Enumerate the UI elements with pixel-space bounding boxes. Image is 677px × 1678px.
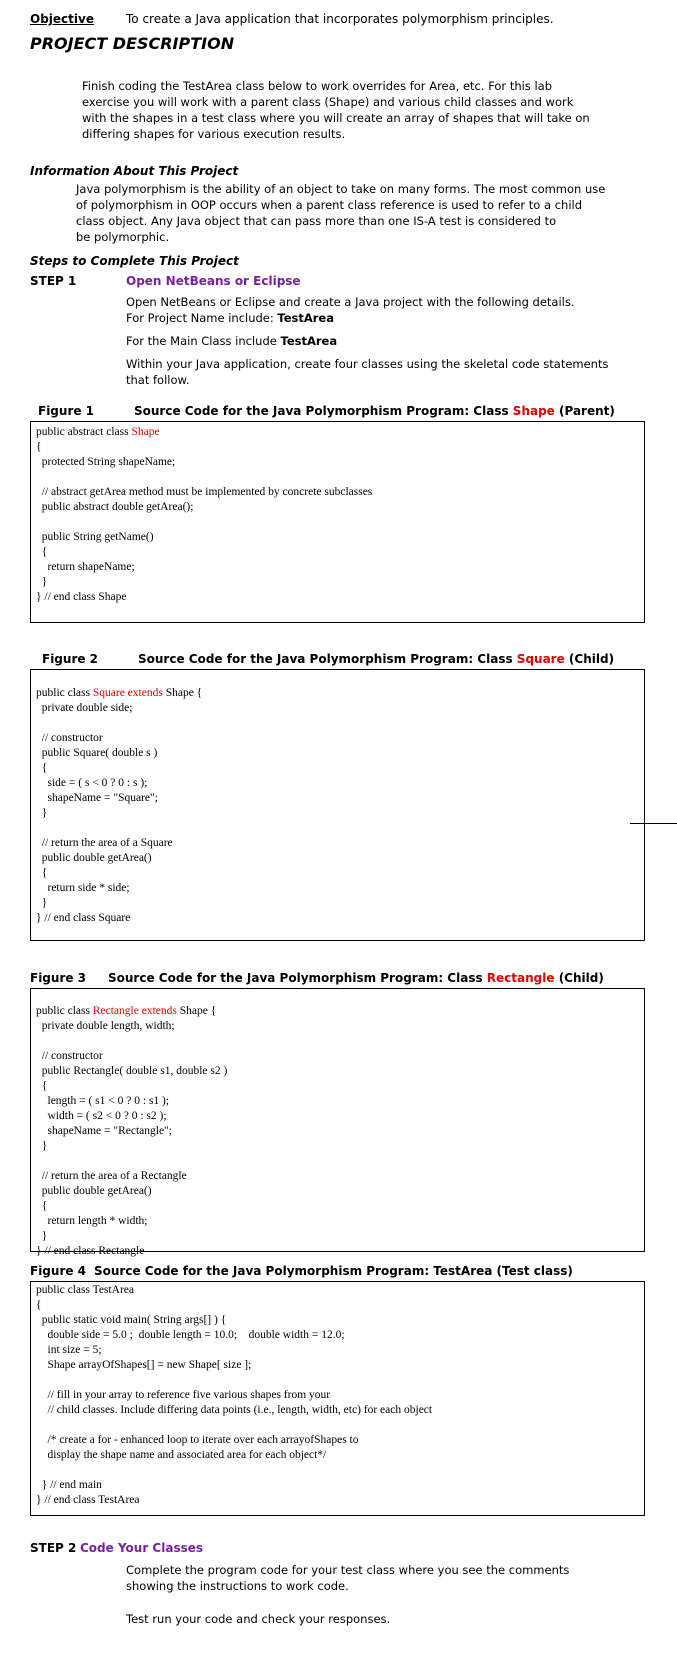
figure3-label: Figure 3 xyxy=(30,971,87,985)
step1-label: STEP 1 xyxy=(30,274,77,288)
figure3-title: Source Code for the Java Polymorphism Program: Class Rectangle (Child) xyxy=(108,971,604,985)
step2-text: Complete the program code for your test class where you see the comments showing the instructions to work code. xyxy=(126,1563,570,1593)
figure4-title: Source Code for the Java Polymorphism Program: TestArea (Test class) xyxy=(94,1264,573,1278)
side-rule xyxy=(630,823,677,824)
page-title: PROJECT DESCRIPTION xyxy=(30,34,235,53)
figure4-label: Figure 4 xyxy=(30,1264,87,1278)
info-paragraph: Java polymorphism is the ability of an object to take on many forms. The most common use of polymorphism in OOP occurs when a parent class reference is used to refer to a child class object. Any Java object that can pass more than one IS-A test is considered to be polymorphic. xyxy=(76,182,606,244)
step2-title: Code Your Classes xyxy=(80,1541,204,1555)
step1-title: Open NetBeans or Eclipse xyxy=(126,274,301,288)
figure1-label: Figure 1 xyxy=(38,404,95,418)
testarea-code: public class TestArea { public static void main( String args[] ) { double side = 5.0 ; double length = 10.0; double width = 12.0; int size = 5; Shape arrayOfShapes[] = new Shape[ size ]; // fill in your array to reference five various shapes from your // child classes. Include differing data points (i.e., length, width, etc) for each object /* create a for - enhanced loop to iterate over each arrayofShapes to display the shape name and associated area for each object*/ } // end main } // end class TestArea xyxy=(36,1284,433,1506)
step2-test-run: Test run your code and check your responses. xyxy=(126,1612,391,1626)
objective-label: Objective xyxy=(30,12,94,26)
figure1-title: Source Code for the Java Polymorphism Program: Class Shape (Parent) xyxy=(134,404,615,418)
steps-heading: Steps to Complete This Project xyxy=(30,254,239,268)
figure2-label: Figure 2 xyxy=(42,652,99,666)
shape-code: public abstract class Shape { protected String shapeName; // abstract getArea method must be implemented by concrete subclasses public abstract double getArea(); public String getName() { return shapeName; } } // end class Shape xyxy=(36,426,373,603)
square-code: public class Square extends Shape { private double side; // constructor public Square( double s ) { side = ( s < 0 ? 0 : s ); shapeName = "Square"; } // return the area of a Square public double getArea() { return side * side; } } // end class Square xyxy=(36,687,203,924)
objective-text: To create a Java application that incorporates polymorphism principles. xyxy=(126,12,554,26)
intro-paragraph: Finish coding the TestArea class below to work overrides for Area, etc. For this lab exercise you will work with a parent class (Shape) and various child classes and work with the shapes in a test class where you will create an array of shapes that will take on differing shapes for various execution results. xyxy=(82,79,590,141)
figure2-title: Source Code for the Java Polymorphism Program: Class Square (Child) xyxy=(138,652,615,666)
step1-main-class: For the Main Class include TestArea xyxy=(126,334,338,348)
info-heading: Information About This Project xyxy=(30,164,239,178)
step1-text: Open NetBeans or Eclipse and create a Java project with the following details. For Project Name include: TestArea xyxy=(126,295,575,325)
step1-classes: Within your Java application, create four classes using the skeletal code statements that follow. xyxy=(126,357,609,387)
rectangle-code: public class Rectangle extends Shape { private double length, width; // constructor public Rectangle( double s1, double s2 ) { length = ( s1 < 0 ? 0 : s1 ); width = ( s2 < 0 ? 0 : s2 ); shapeName = "Rectangle"; } // return the area of a Rectangle public double getArea() { return length * width; } } // end class Rectangle xyxy=(36,1005,228,1257)
step2-label: STEP 2 xyxy=(30,1541,77,1555)
